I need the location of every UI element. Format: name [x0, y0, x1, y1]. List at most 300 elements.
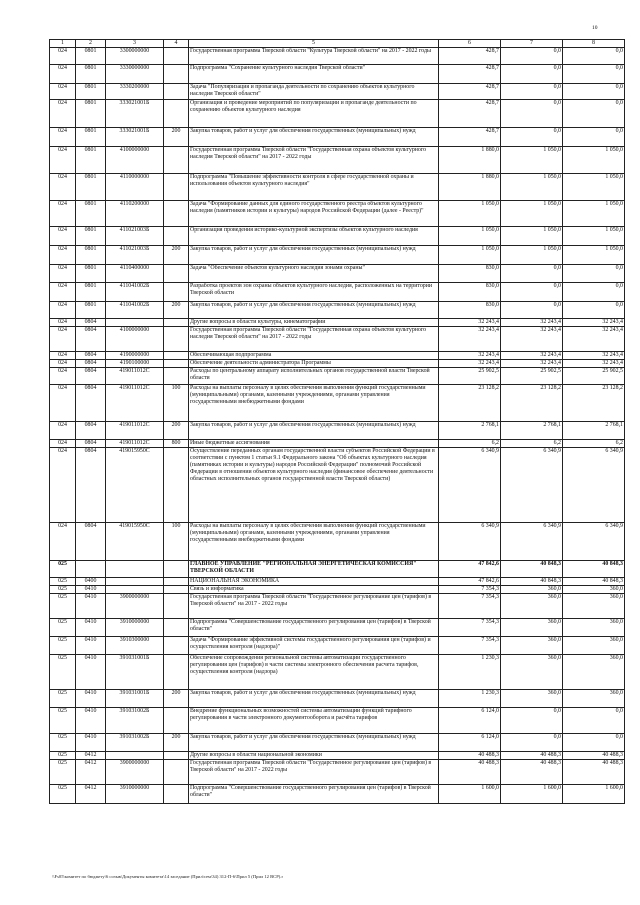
table-row: [50, 586, 625, 594]
target-code-cell: 391031002Б: [106, 734, 164, 752]
column-header: 2: [76, 40, 106, 48]
section-code-cell: 0804: [76, 327, 106, 352]
amount-2019-cell: 40 848,3: [501, 561, 563, 578]
amount-2018-cell: 830,0: [439, 265, 501, 283]
amount-2018-cell: 6 340,9: [439, 523, 501, 561]
admin-code-cell: 024: [50, 227, 76, 246]
amount-2019-cell: 40 848,3: [501, 578, 563, 586]
amount-2020-cell: 360,0: [563, 594, 625, 619]
description-cell: Государственная программа Тверской области "Государственная охрана объектов культурного наследия Тверской области" на 2017 - 2022 годы: [189, 327, 439, 352]
target-code-cell: [106, 586, 164, 594]
amount-2020-cell: 1 050,0: [563, 147, 625, 174]
target-code-cell: [106, 319, 164, 327]
amount-2019-cell: 6 340,9: [501, 523, 563, 561]
amount-2020-cell: 0,0: [563, 283, 625, 302]
admin-code-cell: 024: [50, 360, 76, 368]
description-cell: Закупка товаров, работ и услуг для обеспечения государственных (муниципальных) нужд: [189, 422, 439, 440]
amount-2019-cell: 6,2: [501, 440, 563, 448]
description-cell: Закупка товаров, работ и услуг для обеспечения государственных (муниципальных) нужд: [189, 128, 439, 147]
target-code-cell: 419011012С: [106, 385, 164, 422]
admin-code-cell: 024: [50, 319, 76, 327]
expense-type-cell: [164, 360, 189, 368]
section-code-cell: 0801: [76, 246, 106, 265]
table-row: [50, 100, 625, 128]
target-code-cell: 3300000000: [106, 48, 164, 65]
admin-code-cell: 024: [50, 368, 76, 385]
amount-2020-cell: 25 902,5: [563, 368, 625, 385]
column-header: 3: [106, 40, 164, 48]
admin-code-cell: 025: [50, 637, 76, 655]
amount-2018-cell: 40 488,3: [439, 752, 501, 760]
description-cell: Расходы на выплаты персоналу в целях обеспечения выполнения функций государственными (муниципальными) органами, казенными учреждениями, органами управления государственными внебюджетными фондами: [189, 385, 439, 422]
expense-type-cell: 200: [164, 246, 189, 265]
amount-2019-cell: 40 488,3: [501, 752, 563, 760]
expense-type-cell: 200: [164, 422, 189, 440]
table-row: [50, 265, 625, 283]
amount-2020-cell: 1 050,0: [563, 174, 625, 201]
admin-code-cell: 025: [50, 619, 76, 637]
expense-type-cell: 800: [164, 440, 189, 448]
amount-2020-cell: 360,0: [563, 586, 625, 594]
amount-2018-cell: 6 124,0: [439, 734, 501, 752]
amount-2018-cell: 1 230,3: [439, 690, 501, 708]
table-row: [50, 708, 625, 734]
admin-code-cell: 025: [50, 561, 76, 578]
expense-type-cell: [164, 708, 189, 734]
amount-2019-cell: 2 768,1: [501, 422, 563, 440]
amount-2020-cell: 6 340,9: [563, 523, 625, 561]
table-row: [50, 368, 625, 385]
section-code-cell: 0801: [76, 265, 106, 283]
admin-code-cell: 025: [50, 708, 76, 734]
expense-type-cell: [164, 760, 189, 785]
table-row: [50, 360, 625, 368]
column-header: 1: [50, 40, 76, 48]
amount-2018-cell: 6,2: [439, 440, 501, 448]
description-cell: Государственная программа Тверской области "Государственная охрана объектов культурного наследия Тверской области" на 2017 - 2022 годы: [189, 147, 439, 174]
amount-2019-cell: 360,0: [501, 594, 563, 619]
amount-2019-cell: 0,0: [501, 265, 563, 283]
expense-type-cell: [164, 594, 189, 619]
section-code-cell: 0801: [76, 128, 106, 147]
expense-type-cell: [164, 227, 189, 246]
admin-code-cell: 025: [50, 734, 76, 752]
admin-code-cell: 025: [50, 586, 76, 594]
target-code-cell: 391031001Б: [106, 690, 164, 708]
description-cell: Государственная программа Тверской области "Культура Тверской области" на 2017 - 2022 годы: [189, 48, 439, 65]
amount-2020-cell: 360,0: [563, 619, 625, 637]
target-code-cell: 4110400000: [106, 265, 164, 283]
amount-2018-cell: 830,0: [439, 283, 501, 302]
amount-2018-cell: 32 243,4: [439, 319, 501, 327]
amount-2018-cell: 1 050,0: [439, 246, 501, 265]
description-cell: Закупка товаров, работ и услуг для обеспечения государственных (муниципальных) нужд: [189, 690, 439, 708]
amount-2020-cell: 40 848,3: [563, 561, 625, 578]
amount-2020-cell: 1 050,0: [563, 246, 625, 265]
description-cell: ГЛАВНОЕ УПРАВЛЕНИЕ "РЕГИОНАЛЬНАЯ ЭНЕРГЕТИЧЕСКАЯ КОМИССИЯ" ТВЕРСКОЙ ОБЛАСТИ: [189, 561, 439, 578]
section-code-cell: 0801: [76, 283, 106, 302]
amount-2018-cell: 428,7: [439, 84, 501, 100]
description-cell: Подпрограмма "Сохранение культурного наследия Тверской области": [189, 65, 439, 84]
table-row: [50, 327, 625, 352]
amount-2020-cell: 1 050,0: [563, 201, 625, 227]
target-code-cell: 4110000000: [106, 174, 164, 201]
amount-2019-cell: 0,0: [501, 302, 563, 319]
description-cell: Задача "Формирование эффективной системы государственного регулирования цен (тарифов) и осуществления контроля (надзора)": [189, 637, 439, 655]
amount-2019-cell: 1 600,0: [501, 785, 563, 804]
table-row: [50, 227, 625, 246]
section-code-cell: 0804: [76, 360, 106, 368]
section-code-cell: 0804: [76, 368, 106, 385]
admin-code-cell: 024: [50, 48, 76, 65]
amount-2019-cell: 1 050,0: [501, 174, 563, 201]
amount-2020-cell: 0,0: [563, 128, 625, 147]
target-code-cell: 3330000000: [106, 65, 164, 84]
description-cell: Обеспечивающая подпрограмма: [189, 352, 439, 360]
description-cell: НАЦИОНАЛЬНАЯ ЭКОНОМИКА: [189, 578, 439, 586]
amount-2018-cell: 47 842,6: [439, 578, 501, 586]
amount-2020-cell: 360,0: [563, 655, 625, 690]
description-cell: Связь и информатика: [189, 586, 439, 594]
description-cell: Задача "Обеспечение объектов культурного наследия зонами охраны": [189, 265, 439, 283]
expense-type-cell: [164, 201, 189, 227]
section-code-cell: 0801: [76, 227, 106, 246]
amount-2018-cell: 1 050,0: [439, 227, 501, 246]
amount-2019-cell: 0,0: [501, 84, 563, 100]
target-code-cell: 419011012С: [106, 368, 164, 385]
expense-type-cell: [164, 265, 189, 283]
amount-2018-cell: 1 230,3: [439, 655, 501, 690]
target-code-cell: 411041002Б: [106, 283, 164, 302]
expense-type-cell: [164, 637, 189, 655]
target-code-cell: 3910000000: [106, 619, 164, 637]
amount-2018-cell: 32 243,4: [439, 352, 501, 360]
section-code-cell: 0801: [76, 65, 106, 84]
amount-2019-cell: 360,0: [501, 619, 563, 637]
amount-2020-cell: 360,0: [563, 690, 625, 708]
table-row: [50, 128, 625, 147]
amount-2018-cell: 1 880,0: [439, 174, 501, 201]
target-code-cell: 3330200000: [106, 84, 164, 100]
section-code-cell: 0804: [76, 448, 106, 523]
description-cell: Закупка товаров, работ и услуг для обеспечения государственных (муниципальных) нужд: [189, 246, 439, 265]
table-row: [50, 385, 625, 422]
amount-2018-cell: 2 768,1: [439, 422, 501, 440]
table-row: [50, 752, 625, 760]
table-row: [50, 84, 625, 100]
amount-2018-cell: 428,7: [439, 65, 501, 84]
description-cell: Обеспечение сопровождения региональной системы автоматизации государственного регулирования цен (тарифов) в части системы электронного обеспечения расчета тарифов, осуществления контроля (надзора): [189, 655, 439, 690]
table-row: [50, 283, 625, 302]
table-row: [50, 302, 625, 319]
section-code-cell: 0410: [76, 637, 106, 655]
section-code-cell: 0804: [76, 319, 106, 327]
amount-2019-cell: 360,0: [501, 690, 563, 708]
section-code-cell: 0412: [76, 760, 106, 785]
amount-2018-cell: 7 354,3: [439, 619, 501, 637]
description-cell: Расходы по центральному аппарату исполнительных органов государственной власти Тверской области: [189, 368, 439, 385]
admin-code-cell: 025: [50, 655, 76, 690]
description-cell: Внедрение функциональных возможностей системы автоматизации функций тарифного регулирования в части электронного документооборота и расчёта тарифов: [189, 708, 439, 734]
expense-type-cell: [164, 100, 189, 128]
description-cell: Государственная программа Тверской области "Государственное регулирование цен (тарифов) в Тверской области" на 2017 - 2022 годы: [189, 760, 439, 785]
amount-2018-cell: 23 128,2: [439, 385, 501, 422]
table-row: [50, 637, 625, 655]
table-row: [50, 147, 625, 174]
expense-type-cell: [164, 65, 189, 84]
expense-type-cell: [164, 655, 189, 690]
description-cell: Задача "Формирование данных для единого государственного реестра объектов культурного наследия (памятников истории и культуры) народов Российской Федерации (далее - Реестр)": [189, 201, 439, 227]
target-code-cell: 4190000000: [106, 352, 164, 360]
amount-2019-cell: 32 243,4: [501, 360, 563, 368]
table-body: [50, 48, 625, 804]
amount-2020-cell: 23 128,2: [563, 385, 625, 422]
amount-2018-cell: 47 842,6: [439, 561, 501, 578]
section-code-cell: 0410: [76, 619, 106, 637]
amount-2018-cell: 32 243,4: [439, 327, 501, 352]
amount-2020-cell: 0,0: [563, 302, 625, 319]
section-code-cell: 0804: [76, 523, 106, 561]
amount-2019-cell: 25 902,5: [501, 368, 563, 385]
target-code-cell: 4110200000: [106, 201, 164, 227]
table-row: [50, 352, 625, 360]
amount-2018-cell: 6 340,9: [439, 448, 501, 523]
amount-2019-cell: 0,0: [501, 734, 563, 752]
expense-type-cell: [164, 147, 189, 174]
budget-table: [49, 39, 625, 804]
target-code-cell: [106, 578, 164, 586]
table-row: [50, 578, 625, 586]
target-code-cell: 391031002Б: [106, 708, 164, 734]
amount-2019-cell: 1 050,0: [501, 201, 563, 227]
amount-2020-cell: 2 768,1: [563, 422, 625, 440]
expense-type-cell: 200: [164, 734, 189, 752]
column-header: 7: [501, 40, 563, 48]
target-code-cell: 411021003Б: [106, 227, 164, 246]
section-code-cell: 0801: [76, 100, 106, 128]
section-code-cell: 0801: [76, 174, 106, 201]
admin-code-cell: 025: [50, 578, 76, 586]
page-number: 10: [592, 25, 598, 31]
table-row: [50, 690, 625, 708]
admin-code-cell: 025: [50, 760, 76, 785]
description-cell: Подпрограмма "Повышение эффективности контроля в сфере государственной охраны и использования объектов культурного наследия": [189, 174, 439, 201]
amount-2018-cell: 7 354,3: [439, 637, 501, 655]
amount-2019-cell: 360,0: [501, 637, 563, 655]
amount-2019-cell: 32 243,4: [501, 319, 563, 327]
section-code-cell: 0801: [76, 201, 106, 227]
expense-type-cell: [164, 174, 189, 201]
amount-2018-cell: 428,7: [439, 100, 501, 128]
target-code-cell: 3900000000: [106, 594, 164, 619]
section-code-cell: 0801: [76, 302, 106, 319]
table-row: [50, 422, 625, 440]
description-cell: Закупка товаров, работ и услуг для обеспечения государственных (муниципальных) нужд: [189, 302, 439, 319]
amount-2018-cell: 1 880,0: [439, 147, 501, 174]
target-code-cell: 4100000000: [106, 327, 164, 352]
amount-2020-cell: 1 600,0: [563, 785, 625, 804]
target-code-cell: 391031001Б: [106, 655, 164, 690]
amount-2020-cell: 6,2: [563, 440, 625, 448]
amount-2019-cell: 32 243,4: [501, 352, 563, 360]
amount-2019-cell: 0,0: [501, 100, 563, 128]
description-cell: Подпрограмма "Совершенствование государственного регулирования цен (тарифов) в Тверской области": [189, 785, 439, 804]
amount-2020-cell: 0,0: [563, 708, 625, 734]
target-code-cell: [106, 752, 164, 760]
amount-2020-cell: 32 243,4: [563, 352, 625, 360]
admin-code-cell: 024: [50, 147, 76, 174]
amount-2020-cell: 0,0: [563, 65, 625, 84]
amount-2020-cell: 0,0: [563, 48, 625, 65]
expense-type-cell: [164, 619, 189, 637]
expense-type-cell: [164, 448, 189, 523]
amount-2019-cell: 1 050,0: [501, 147, 563, 174]
target-code-cell: 419015950С: [106, 448, 164, 523]
description-cell: Организация проведения историко-культурной экспертизы объектов культурного наследия: [189, 227, 439, 246]
section-code-cell: 0410: [76, 690, 106, 708]
table-row: [50, 65, 625, 84]
target-code-cell: 3910300000: [106, 637, 164, 655]
column-header: 5: [189, 40, 439, 48]
table-row: [50, 734, 625, 752]
expense-type-cell: [164, 586, 189, 594]
admin-code-cell: 024: [50, 65, 76, 84]
table-row: [50, 174, 625, 201]
section-code-cell: 0804: [76, 385, 106, 422]
description-cell: Задача "Популяризация и пропаганда деятельности по сохранению объектов культурного наследия Тверской области": [189, 84, 439, 100]
amount-2019-cell: 360,0: [501, 586, 563, 594]
amount-2018-cell: 25 902,5: [439, 368, 501, 385]
target-code-cell: 3910000000: [106, 785, 164, 804]
target-code-cell: 419015950С: [106, 523, 164, 561]
expense-type-cell: 100: [164, 523, 189, 561]
expense-type-cell: [164, 785, 189, 804]
amount-2020-cell: 0,0: [563, 734, 625, 752]
admin-code-cell: 024: [50, 201, 76, 227]
admin-code-cell: 024: [50, 327, 76, 352]
amount-2020-cell: 32 243,4: [563, 360, 625, 368]
target-code-cell: 3900000000: [106, 760, 164, 785]
column-header: 6: [439, 40, 501, 48]
amount-2019-cell: 0,0: [501, 65, 563, 84]
admin-code-cell: 024: [50, 265, 76, 283]
description-cell: Организация и проведение мероприятий по популяризации и пропаганде деятельности по сохранению объектов культурного наследия: [189, 100, 439, 128]
amount-2019-cell: 40 488,3: [501, 760, 563, 785]
description-cell: Государственная программа Тверской области "Государственное регулирование цен (тарифов) в Тверской области" на 2017 - 2022 годы: [189, 594, 439, 619]
admin-code-cell: 024: [50, 440, 76, 448]
admin-code-cell: 025: [50, 690, 76, 708]
expense-type-cell: [164, 352, 189, 360]
budget-table-container: [49, 39, 624, 804]
amount-2020-cell: 6 340,9: [563, 448, 625, 523]
description-cell: Другие вопросы в области культуры, кинематографии: [189, 319, 439, 327]
amount-2019-cell: 1 050,0: [501, 246, 563, 265]
description-cell: Закупка товаров, работ и услуг для обеспечения государственных (муниципальных) нужд: [189, 734, 439, 752]
admin-code-cell: 025: [50, 594, 76, 619]
expense-type-cell: 200: [164, 302, 189, 319]
amount-2019-cell: 360,0: [501, 655, 563, 690]
section-code-cell: 0400: [76, 578, 106, 586]
amount-2019-cell: 6 340,9: [501, 448, 563, 523]
table-header-row: [50, 40, 625, 48]
table-row: [50, 619, 625, 637]
amount-2018-cell: 7 354,3: [439, 586, 501, 594]
description-cell: Осуществление переданных органам государственной власти субъектов Российской Федерации в соответствии с пунктом 1 статьи 9.1 Федерального закона "Об объектах культурного наследия (памятниках истории и культуры) народов Российской Федерации" полномочий Российской Федерации в отношении объектов культурного наследия (финансовое обеспечение деятельности областных исполнительных органов государственной власти Тверской области): [189, 448, 439, 523]
admin-code-cell: 024: [50, 246, 76, 265]
admin-code-cell: 024: [50, 352, 76, 360]
amount-2019-cell: 0,0: [501, 128, 563, 147]
description-cell: Другие вопросы в области национальной экономики: [189, 752, 439, 760]
admin-code-cell: 024: [50, 100, 76, 128]
expense-type-cell: [164, 578, 189, 586]
table-row: [50, 48, 625, 65]
amount-2018-cell: 428,7: [439, 128, 501, 147]
section-code-cell: 0801: [76, 84, 106, 100]
amount-2019-cell: 0,0: [501, 48, 563, 65]
column-header: 8: [563, 40, 625, 48]
target-code-cell: 419011012С: [106, 422, 164, 440]
amount-2019-cell: 23 128,2: [501, 385, 563, 422]
admin-code-cell: 024: [50, 385, 76, 422]
table-row: [50, 655, 625, 690]
admin-code-cell: 024: [50, 448, 76, 523]
admin-code-cell: 024: [50, 422, 76, 440]
description-cell: Обеспечение деятельности администратора Программы: [189, 360, 439, 368]
section-code-cell: 0410: [76, 586, 106, 594]
amount-2018-cell: 32 243,4: [439, 360, 501, 368]
file-path-footer: \\Fs05\комитет по бюджету\6 созыв\Документы комитета\14 заседание (Прил\сем\34) 312-П-6\Прил 5 (Прил 12 ВСР).r: [52, 874, 283, 879]
target-code-cell: 333021001Б: [106, 100, 164, 128]
amount-2018-cell: 1 050,0: [439, 201, 501, 227]
table-row: [50, 523, 625, 561]
amount-2018-cell: 40 488,3: [439, 760, 501, 785]
expense-type-cell: 200: [164, 690, 189, 708]
section-code-cell: 0804: [76, 352, 106, 360]
table-row: [50, 760, 625, 785]
amount-2018-cell: 6 124,0: [439, 708, 501, 734]
section-code-cell: 0801: [76, 48, 106, 65]
amount-2020-cell: 40 848,3: [563, 578, 625, 586]
amount-2020-cell: 0,0: [563, 265, 625, 283]
section-code-cell: 0801: [76, 147, 106, 174]
description-cell: Разработка проектов зон охраны объектов культурного наследия, расположенных на территории Тверской области: [189, 283, 439, 302]
section-code-cell: 0410: [76, 655, 106, 690]
section-code-cell: 0804: [76, 422, 106, 440]
section-code-cell: 0410: [76, 708, 106, 734]
admin-code-cell: 024: [50, 174, 76, 201]
section-code-cell: 0804: [76, 440, 106, 448]
amount-2020-cell: 32 243,4: [563, 319, 625, 327]
expense-type-cell: 100: [164, 385, 189, 422]
admin-code-cell: 025: [50, 752, 76, 760]
target-code-cell: 333021001Б: [106, 128, 164, 147]
section-code-cell: 0412: [76, 785, 106, 804]
target-code-cell: 411041002Б: [106, 302, 164, 319]
admin-code-cell: 025: [50, 785, 76, 804]
amount-2018-cell: 428,7: [439, 48, 501, 65]
amount-2020-cell: 32 243,4: [563, 327, 625, 352]
expense-type-cell: [164, 327, 189, 352]
amount-2019-cell: 32 243,4: [501, 327, 563, 352]
expense-type-cell: [164, 752, 189, 760]
amount-2018-cell: 1 600,0: [439, 785, 501, 804]
amount-2020-cell: 40 488,3: [563, 760, 625, 785]
target-code-cell: 4100000000: [106, 147, 164, 174]
column-header: 4: [164, 40, 189, 48]
amount-2020-cell: 40 488,3: [563, 752, 625, 760]
amount-2020-cell: 360,0: [563, 637, 625, 655]
expense-type-cell: 200: [164, 128, 189, 147]
